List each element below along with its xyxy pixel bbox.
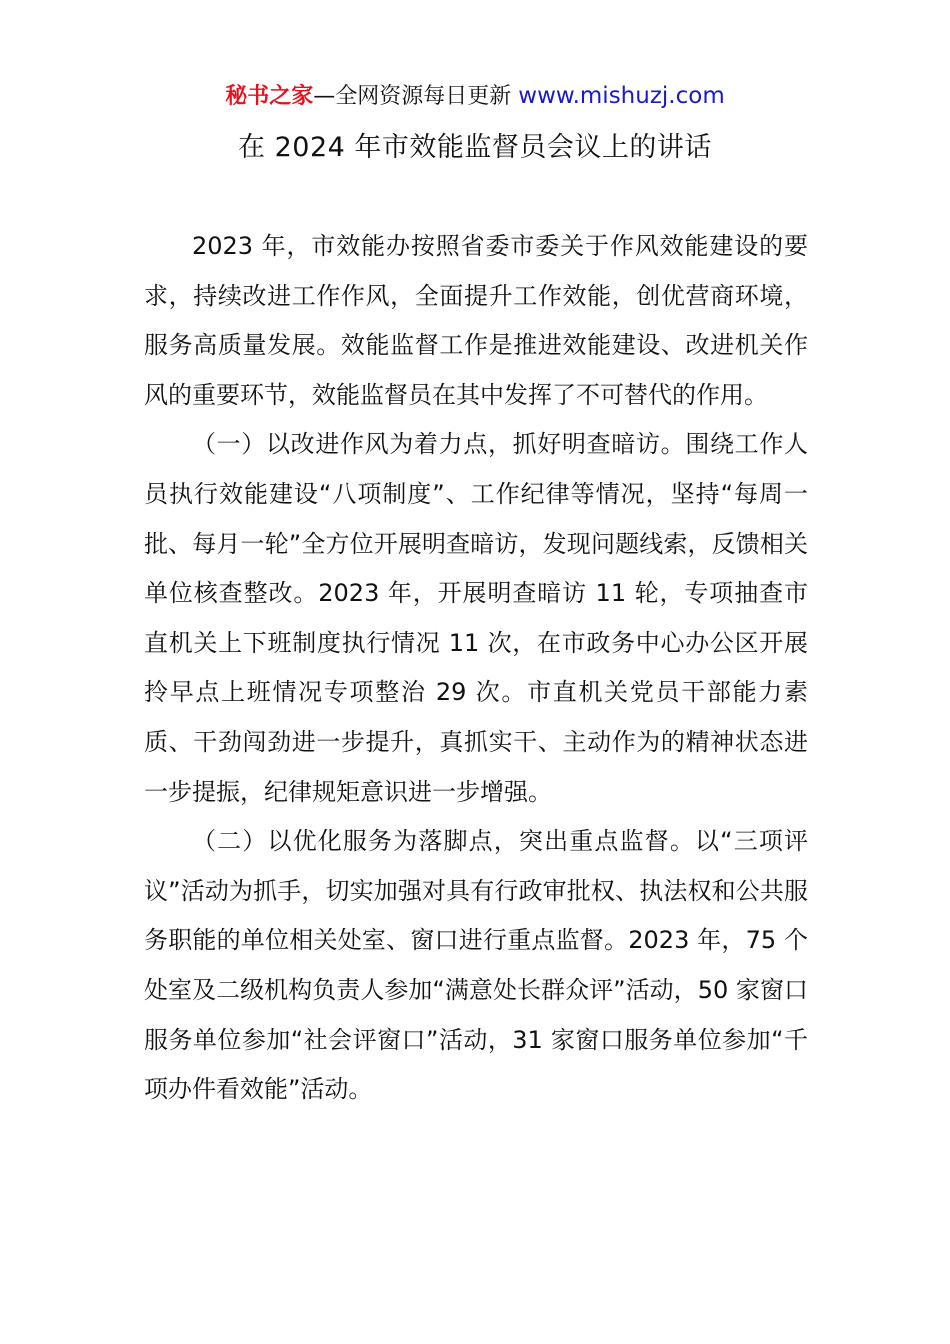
paragraph-section-1: （一）以改进作风为着力点，抓好明查暗访。围绕工作人员执行效能建设“八项制度”、工作纪律等情况，坚持“每周一批、每月一轮”全方位开展明查暗访，发现问题线索，反馈相关单位核查整改。2023 年，开展明查暗访 11 轮，专项抽查市直机关上下班制度执行情况 11 次，在市政务中心办公区开展拎早点上班情况专项整治 29 次。市直机关党员干部能力素质、干劲闯劲进一步提升，真抓实干、主动作为的精神状态进一步提振，纪律规矩意识进一步增强。 <box>144 430 808 806</box>
site-tagline: —全网资源每日更新 <box>313 84 519 109</box>
site-brand: 秘书之家 <box>225 84 314 109</box>
site-url-link[interactable]: www.mishuzj.com <box>518 83 725 109</box>
site-banner <box>0 80 950 113</box>
document-body <box>144 222 808 1115</box>
document-title: 在 2024 年市效能监督员会议上的讲话 <box>238 132 712 163</box>
paragraph-section-2: （二）以优化服务为落脚点，突出重点监督。以“三项评议”活动为抓手，切实加强对具有行政审批权、执法权和公共服务职能的单位相关处室、窗口进行重点监督。2023 年，75 个处室及二级机构负责人参加“满意处长群众评”活动，50 家窗口服务单位参加“社会评窗口”活动，31 家窗口服务单位参加“千项办件看效能”活动。 <box>144 827 808 1104</box>
paragraph-intro: 2023 年，市效能办按照省委市委关于作风效能建设的要求，持续改进工作作风，全面提升工作效能，创优营商环境，服务高质量发展。效能监督工作是推进效能建设、改进机关作风的重要环节，效能监督员在其中发挥了不可替代的作用。 <box>144 232 808 409</box>
